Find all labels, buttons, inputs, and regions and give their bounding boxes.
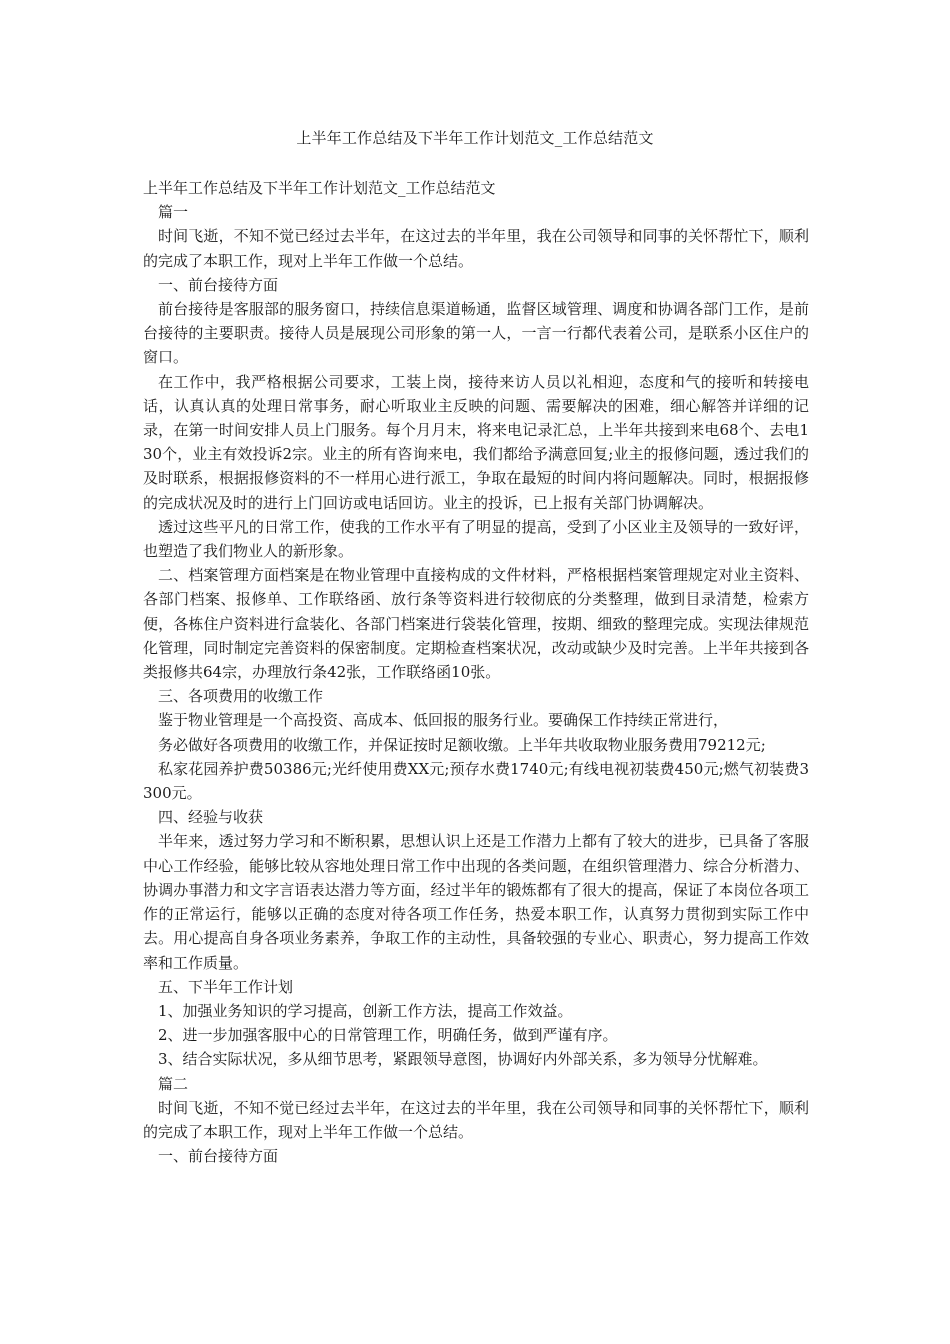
paragraph: 时间飞逝，不知不觉已经过去半年，在这过去的半年里，我在公司领导和同事的关怀帮忙下，顺利的完成了本职工作，现对上半年工作做一个总结。 bbox=[143, 1098, 809, 1141]
paragraph: 一、前台接待方面 bbox=[158, 1147, 279, 1166]
paragraph: 篇二 bbox=[158, 1074, 189, 1093]
document-body bbox=[143, 176, 809, 1168]
subtitle-heading: 上半年工作总结及下半年工作计划范文_工作总结范文 bbox=[143, 179, 496, 197]
paragraph: 四、经验与收获 bbox=[158, 808, 264, 827]
paragraph: 篇一 bbox=[158, 203, 189, 222]
paragraph: 五、下半年工作计划 bbox=[158, 977, 294, 996]
paragraph: 1、加强业务知识的学习提高，创新工作方法，提高工作效益。 bbox=[158, 1001, 573, 1020]
paragraph: 透过这些平凡的日常工作，使我的工作水平有了明显的提高，受到了小区业主及领导的一致好评，也塑造了我们物业人的新形象。 bbox=[143, 517, 809, 561]
paragraph: 一、前台接待方面 bbox=[158, 275, 279, 294]
paragraph: 时间飞逝，不知不觉已经过去半年，在这过去的半年里，我在公司领导和同事的关怀帮忙下，顺利的完成了本职工作，现对上半年工作做一个总结。 bbox=[143, 227, 809, 270]
paragraph: 前台接待是客服部的服务窗口，持续信息渠道畅通，监督区域管理、调度和协调各部门工作，是前台接待的主要职责。接待人员是展现公司形象的第一人，一言一行都代表着公司，是联系小区住户的窗口。 bbox=[143, 300, 809, 367]
paragraph: 3、结合实际状况，多从细节思考，紧跟领导意图，协调好内外部关系，多为领导分忧解难。 bbox=[158, 1050, 768, 1069]
paragraph: 2、进一步加强客服中心的日常管理工作，明确任务，做到严谨有序。 bbox=[158, 1026, 618, 1045]
paragraph: 二、档案管理方面档案是在物业管理中直接构成的文件材料，严格根据档案管理规定对业主资料、各部门档案、报修单、工作联络函、放行条等资料进行较彻底的分类整理，做到目录清楚，检索方便，各栋住户资料进行盒装化、各部门档案进行袋装化管理，按期、细致的整理完成。实现法律规范化管理，同时制定完善资料的保密制度。定期检查档案状况，改动或缺少及时完善。上半年共接到各类报修共64宗，办理放行条42张，工作联络函10张。 bbox=[143, 566, 809, 682]
paragraph: 务必做好各项费用的收缴工作，并保证按时足额收缴。上半年共收取物业服务费用79212元; bbox=[158, 735, 766, 754]
paragraph: 半年来，透过努力学习和不断积累，思想认识上还是工作潜力上都有了较大的进步，已具备了客服中心工作经验，能够比较从容地处理日常工作中出现的各类问题，在组织管理潜力、综合分析潜力、协调办事潜力和文字言语表达潜力等方面，经过半年的锻炼都有了很大的提高，保证了本岗位各项工作的正常运行，能够以正确的态度对待各项工作任务，热爱本职工作，认真努力贯彻到实际工作中去。用心提高自身各项业务素养，争取工作的主动性，具备较强的专业心、职责心，努力提高工作效率和工作质量。 bbox=[143, 832, 809, 972]
paragraph: 三、各项费用的收缴工作 bbox=[158, 687, 324, 706]
paragraph: 鉴于物业管理是一个高投资、高成本、低回报的服务行业。要确保工作持续正常进行， bbox=[158, 711, 729, 730]
paragraph: 私家花园养护费50386元;光纤使用费XX元;预存水费1740元;有线电视初装费450元;燃气初装费3300元。 bbox=[143, 759, 809, 803]
paragraph: 在工作中，我严格根据公司要求，工装上岗，接待来访人员以礼相迎，态度和气的接听和转接电话，认真认真的处理日常事务，耐心听取业主反映的问题、需要解决的困难，细心解答并详细的记录，在第一时间安排人员上门服务。每个月月末，将来电记录汇总，上半年共接到来电68个、去电130个，业主有效投诉2宗。业主的所有咨询来电，我们都给予满意回复;业主的报修问题，透过我们的及时联系，根据报修资料的不一样用心进行派工，争取在最短的时间内将问题解决。同时，根据报修的完成状况及时的进行上门回访或电话回访。业主的投诉，已上报有关部门协调解决。 bbox=[143, 372, 809, 512]
document-title: 上半年工作总结及下半年工作计划范文_工作总结范文 bbox=[296, 129, 654, 147]
